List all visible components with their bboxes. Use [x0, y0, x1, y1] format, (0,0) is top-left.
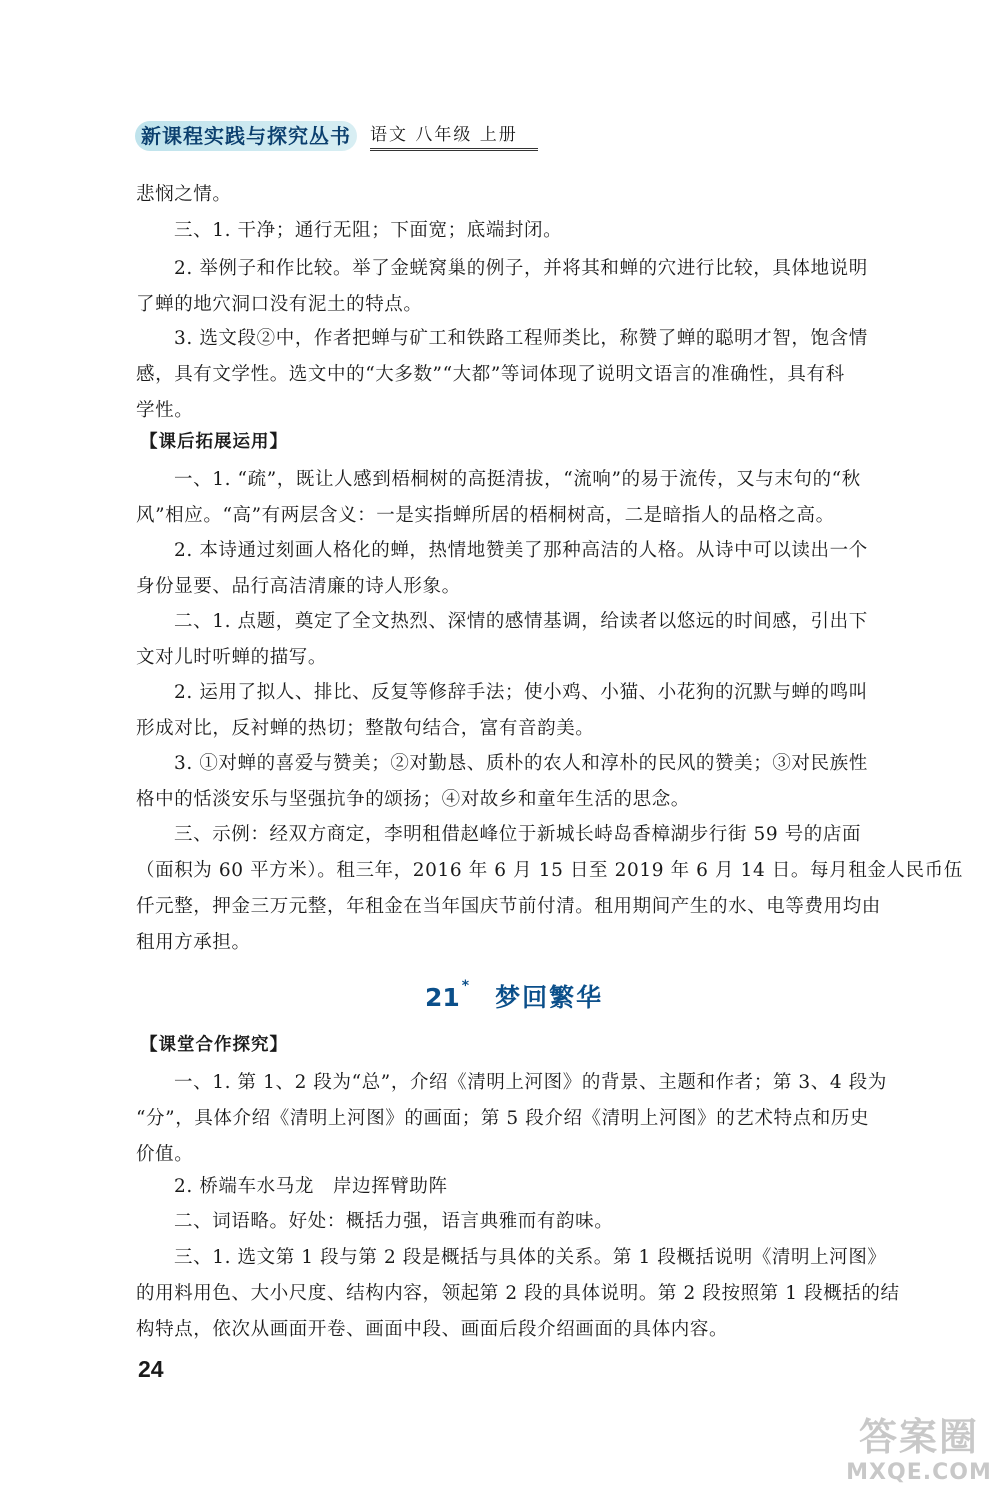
paragraph: 3. ①对蝉的喜爱与赞美；②对勤恳、质朴的农人和淳朴的民风的赞美；③对民族性 格中的恬淡安乐与坚强抗争的颂扬；④对故乡和童年生活的思念。 [136, 753, 868, 810]
paragraph: 一、1. “疏”，既让人感到梧桐树的高挺清拔，“流响”的易于流传，又与末句的“秋 风”相应。“高”有两层含义：一是实指蝉所居的梧桐树高，二是暗指人的品格之高。 [136, 469, 861, 526]
paragraph: 三、1. 选文第 1 段与第 2 段是概括与具体的关系。第 1 段概括说明《清明上河图》 的用料用色、大小尺度、结构内容，领起第 2 段的具体说明。第 2 段按照第 1 段概括的结 构特点，依次从画面开卷、画面中段、画面后段介绍画面的具体内容。 [136, 1247, 900, 1340]
paragraph: 3. 选文段②中，作者把蝉与矿工和铁路工程师类比，称赞了蝉的聪明才智，饱含情 感，具有文学性。选文中的“大多数”“大都”等词体现了说明文语言的准确性，具有科 学性。 [136, 328, 868, 421]
watermark-url: MXQE.COM [846, 1460, 992, 1485]
paragraph: 二、1. 点题，奠定了全文热烈、深情的感情基调，给读者以悠远的时间感，引出下 文对儿时听蝉的描写。 [136, 611, 868, 668]
paragraph: 一、1. 第 1、2 段为“总”，介绍《清明上河图》的背景、主题和作者；第 3、4 段为 “分”，具体介绍《清明上河图》的画面；第 5 段介绍《清明上河图》的艺术特点和历史 价值。 [136, 1072, 887, 1165]
text-line: 2. 桥端车水马龙 岸边挥臂助阵 [174, 1176, 448, 1197]
text-line: 悲悯之情。 [136, 184, 232, 205]
series-title-badge: 新课程实践与探究丛书 [135, 121, 357, 151]
paragraph: 2. 本诗通过刻画人格化的蝉，热情地赞美了那种高洁的人格。从诗中可以读出一个 身份显要、品行高洁清廉的诗人形象。 [136, 540, 868, 597]
section-heading: 【课堂合作探究】 [140, 1035, 288, 1055]
lesson-number: 21 [425, 983, 460, 1012]
lesson-name: 梦回繁华 [495, 983, 604, 1012]
watermark-logo: 答案圈 [858, 1415, 979, 1459]
paragraph: 2. 运用了拟人、排比、反复等修辞手法；使小鸡、小猫、小花狗的沉默与蝉的鸣叫 形成对比，反衬蝉的热切；整散句结合，富有音韵美。 [136, 682, 868, 739]
section-heading: 【课后拓展运用】 [140, 432, 288, 452]
text-line: 二、词语略。好处：概括力强，语言典雅而有韵味。 [174, 1211, 614, 1232]
page-number: 24 [138, 1356, 164, 1382]
text-line: 三、1. 干净；通行无阻；下面宽；底端封闭。 [174, 220, 563, 241]
paragraph: 三、示例：经双方商定，李明租借赵峰位于新城长峙岛香樟湖步行街 59 号的店面 （面积为 60 平方米）。租三年，2016 年 6 月 15 日至 2019 年 6 月 14 日。每月租金人民币伍 仟元整，押金三万元整，年租金在当年国庆节前付清。租用期间产生的水、电等费用均由 租用方承担。 [136, 824, 963, 953]
paragraph: 2. 举例子和作比较。举了金蜣窝巢的例子，并将其和蝉的穴进行比较，具体地说明 了蝉的地穴洞口没有泥土的特点。 [136, 258, 868, 315]
lesson-title [425, 978, 603, 1014]
lesson-star: * [461, 978, 470, 994]
book-info: 语文 八年级 上册 [370, 123, 538, 151]
watermark [844, 1414, 994, 1486]
